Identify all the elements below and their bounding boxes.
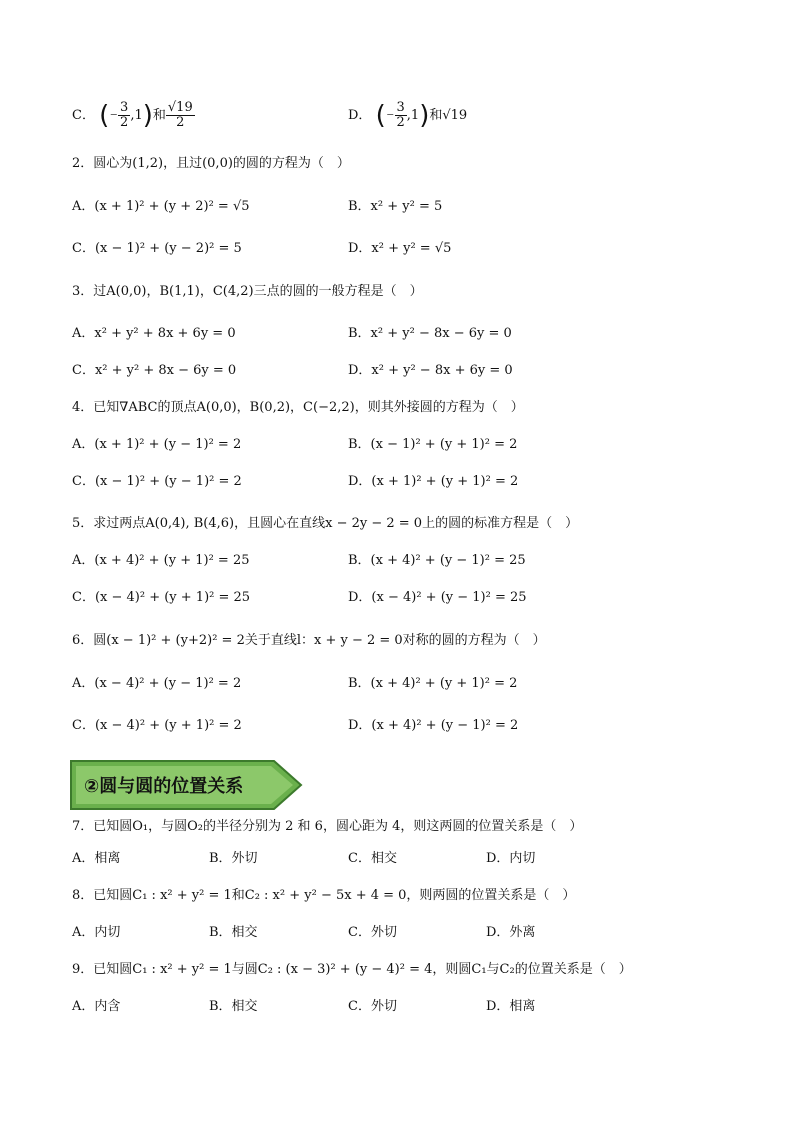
option-c: C．相交 — [348, 851, 397, 866]
option-label: D． — [348, 108, 372, 123]
option-b: B．(x − 1)² + (y + 1)² = 2 — [348, 437, 518, 452]
option-d: D．(x + 1)² + (y + 1)² = 2 — [348, 474, 519, 489]
question-stem: 6．圆(x − 1)² + (y+2)² = 2关于直线l：x + y − 2 = 0对称的圆的方程为（ ） — [72, 633, 546, 648]
question-stem: 2．圆心为(1,2)，且过(0,0)的圆的方程为（ ） — [72, 156, 350, 171]
right-paren: ) — [142, 100, 153, 131]
numerator: 3 — [396, 100, 405, 115]
q1-option-c — [72, 101, 195, 130]
option-a: A．(x − 4)² + (y − 1)² = 2 — [72, 676, 242, 691]
option-a: A．(x + 4)² + (y + 1)² = 25 — [72, 553, 250, 568]
option-a: A．(x + 1)² + (y − 1)² = 2 — [72, 437, 242, 452]
y-coordinate: ,1 — [130, 108, 143, 123]
option-b: B．x² + y² − 8x − 6y = 0 — [348, 326, 512, 341]
question-stem: 8．已知圆C₁ : x² + y² = 1和C₂ : x² + y² − 5x + 4 = 0，则两圆的位置关系是（ ） — [72, 888, 576, 903]
option-b: B．(x + 4)² + (y + 1)² = 2 — [348, 676, 518, 691]
option-a: A．(x + 1)² + (y + 2)² = √5 — [72, 199, 250, 214]
option-b: B．相交 — [209, 925, 258, 940]
option-c: C．(x − 1)² + (y − 2)² = 5 — [72, 241, 242, 256]
option-b: B．相交 — [209, 999, 258, 1014]
option-c: C．(x − 1)² + (y − 1)² = 2 — [72, 474, 242, 489]
question-stem: 7．已知圆O₁，与圆O₂的半径分别为 2 和 6，圆心距为 4，则这两圆的位置关系是（ ） — [72, 819, 583, 834]
option-c: C．外切 — [348, 999, 397, 1014]
option-a: A．x² + y² + 8x + 6y = 0 — [72, 326, 236, 341]
denominator: 2 — [176, 115, 185, 130]
section-title: ②圆与圆的位置关系 — [84, 776, 244, 797]
option-label: C． — [72, 108, 95, 123]
option-d: D．相离 — [486, 999, 536, 1014]
numerator: 3 — [120, 100, 129, 115]
question-stem: 5．求过两点A(0,4), B(4,6)，且圆心在直线x − 2y − 2 = 0上的圆的标准方程是（ ） — [72, 516, 579, 531]
q1-option-d — [348, 101, 467, 130]
y-coordinate: ,1 — [406, 108, 420, 123]
question-stem: 9．已知圆C₁ : x² + y² = 1与圆C₂ : (x − 3)² + (y − 4)² = 4，则圆C₁与C₂的位置关系是（ ） — [72, 962, 632, 977]
and-text: 和 — [429, 108, 443, 123]
question-stem: 3．过A(0,0)，B(1,1)，C(4,2)三点的圆的一般方程是（ ） — [72, 284, 423, 299]
option-d: D．x² + y² − 8x + 6y = 0 — [348, 363, 513, 378]
fraction — [118, 101, 130, 130]
option-d: D．(x − 4)² + (y − 1)² = 25 — [348, 590, 527, 605]
radius-fraction — [166, 101, 195, 130]
fraction — [395, 101, 407, 130]
denominator: 2 — [396, 115, 405, 130]
option-c: C．x² + y² + 8x − 6y = 0 — [72, 363, 237, 378]
option-d: D．内切 — [486, 851, 536, 866]
numerator: √19 — [167, 100, 193, 115]
option-c: C．外切 — [348, 925, 397, 940]
option-c: C．(x − 4)² + (y + 1)² = 2 — [72, 718, 242, 733]
option-b: B．x² + y² = 5 — [348, 199, 443, 214]
option-d: D．外离 — [486, 925, 536, 940]
option-b: B．(x + 4)² + (y − 1)² = 25 — [348, 553, 526, 568]
option-d: D．x² + y² = √5 — [348, 241, 452, 256]
option-a: A．内含 — [72, 999, 121, 1014]
left-paren: ( — [99, 100, 110, 131]
option-d: D．(x + 4)² + (y − 1)² = 2 — [348, 718, 519, 733]
and-text: 和 — [152, 108, 166, 123]
minus-sign: − — [385, 107, 395, 122]
option-b: B．外切 — [209, 851, 258, 866]
left-paren: ( — [375, 100, 386, 131]
radius-value: √19 — [442, 108, 468, 123]
denominator: 2 — [120, 115, 129, 130]
question-stem: 4．已知∇ABC的顶点A(0,0)，B(0,2)，C(−2,2)，则其外接圆的方程为（ ） — [72, 400, 524, 415]
option-a: A．相离 — [72, 851, 121, 866]
option-c: C．(x − 4)² + (y + 1)² = 25 — [72, 590, 251, 605]
option-a: A．内切 — [72, 925, 121, 940]
right-paren: ) — [419, 100, 430, 131]
minus-sign: − — [109, 107, 119, 122]
